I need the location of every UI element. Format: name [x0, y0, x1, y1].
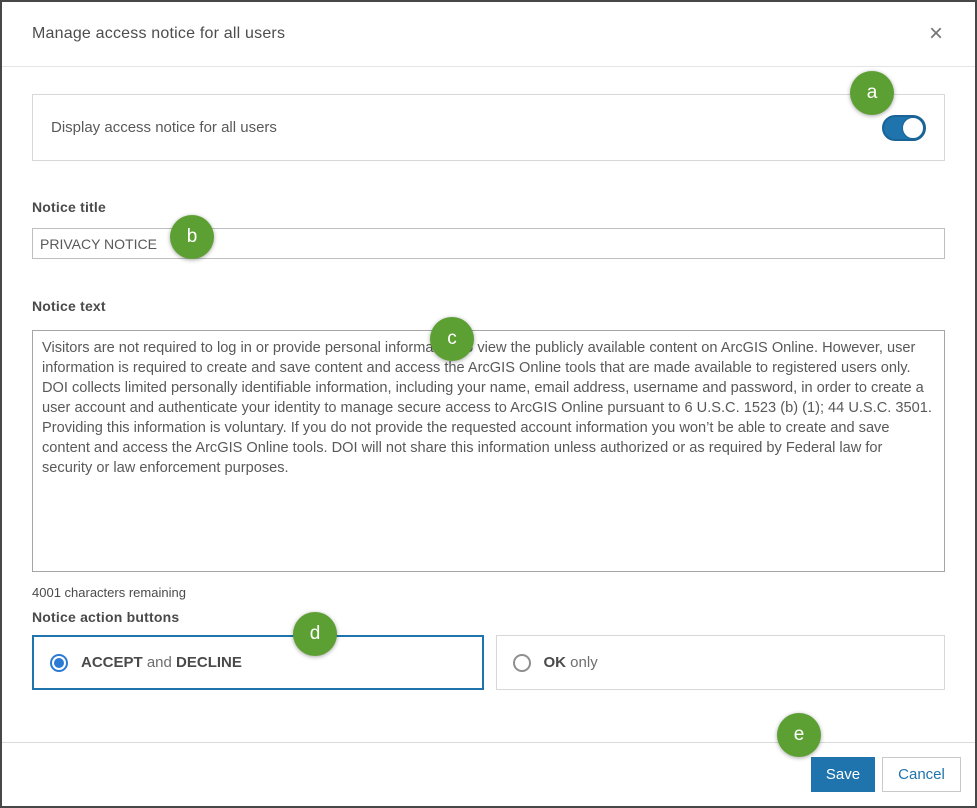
annotation-circle-d: d	[293, 612, 337, 656]
accept-text: ACCEPT	[81, 654, 143, 671]
and-text: and	[146, 654, 172, 671]
cancel-button[interactable]: Cancel	[882, 757, 961, 792]
annotation-circle-e: e	[777, 713, 821, 757]
dialog-content	[2, 94, 975, 690]
notice-title-label: Notice title	[32, 199, 106, 215]
save-button[interactable]: Save	[811, 757, 875, 792]
annotation-circle-a: a	[850, 71, 894, 115]
dialog-header	[2, 2, 975, 67]
dialog-footer	[2, 742, 975, 806]
notice-text-label: Notice text	[32, 298, 106, 314]
only-text: only	[570, 654, 598, 671]
notice-title-input[interactable]	[32, 228, 945, 259]
close-icon[interactable]: ×	[923, 20, 949, 48]
toggle-knob	[902, 117, 924, 139]
notice-action-radio-group	[32, 635, 945, 690]
annotation-circle-b: b	[170, 215, 214, 259]
characters-remaining: 4001 characters remaining	[32, 585, 186, 600]
ok-text: OK	[543, 654, 566, 671]
option-ok-only-label	[544, 654, 598, 671]
notice-text-textarea[interactable]	[32, 330, 945, 572]
decline-text: DECLINE	[176, 654, 242, 671]
option-accept-decline[interactable]	[32, 635, 484, 690]
display-notice-toggle-card	[32, 94, 945, 161]
dialog-title: Manage access notice for all users	[32, 25, 286, 42]
option-ok-only[interactable]	[496, 635, 946, 690]
radio-unselected-icon	[513, 654, 531, 672]
radio-selected-icon	[50, 654, 68, 672]
option-accept-decline-label	[81, 654, 242, 671]
display-notice-toggle-label: Display access notice for all users	[51, 119, 277, 136]
annotation-circle-c: c	[430, 317, 474, 361]
display-notice-toggle[interactable]	[882, 115, 926, 141]
notice-action-buttons-label: Notice action buttons	[32, 609, 180, 625]
